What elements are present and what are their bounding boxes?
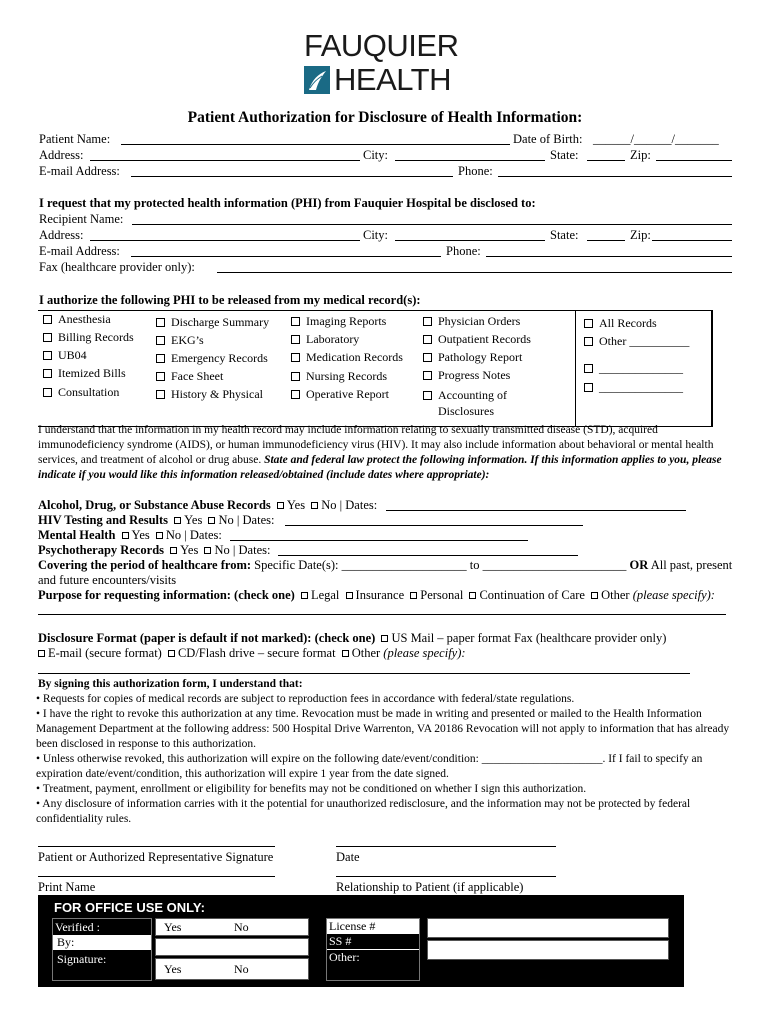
signature-label: Patient or Authorized Representative Signature — [38, 850, 274, 864]
date-label: Date — [336, 850, 360, 864]
bullet-treatment: • Treatment, payment, enrollment or eligibility for benefits may not be conditioned on whether I sign this authorization. — [36, 783, 587, 795]
record-itemized-bills[interactable]: Itemized Bills — [43, 366, 126, 381]
bullet-expire: • Unless otherwise revoked, this authorization will expire on the following date/event/condition: _____________________. If I fail to specify an expiration date/event/condition, this authorization will expire 1 year from the date signed. — [36, 753, 703, 780]
patient-email-label: E-mail Address: — [39, 164, 120, 178]
record-other[interactable]: Other __________ — [584, 334, 689, 349]
recipient-name-field[interactable] — [132, 224, 732, 225]
request-heading: I request that my protected health information (PHI) from Fauquier Hospital be disclosed to: — [39, 196, 536, 210]
page-title: Patient Authorization for Disclosure of Health Information: — [187, 109, 583, 126]
patient-name-field[interactable] — [121, 144, 510, 145]
patient-city-label: City: — [363, 148, 389, 162]
checkbox-icon[interactable] — [43, 351, 52, 360]
patient-address-field[interactable] — [90, 160, 360, 161]
relationship-label: Relationship to Patient (if applicable) — [336, 880, 524, 894]
record-blank-2[interactable]: ______________ — [584, 380, 683, 395]
patient-zip-label: Zip: — [630, 148, 651, 162]
patient-state-field[interactable] — [587, 160, 625, 161]
patient-phone-label: Phone: — [458, 164, 493, 178]
signing-heading: By signing this authorization form, I understand that: — [38, 678, 303, 690]
record-imaging-reports[interactable]: Imaging Reports — [291, 314, 386, 329]
checkbox-icon[interactable] — [591, 592, 598, 599]
purpose-row: Purpose for requesting information: (check one) Legal Insurance Personal Continuation of Care Other (please specify): — [38, 588, 715, 602]
checkbox-icon[interactable] — [43, 333, 52, 342]
dob-label: Date of Birth: — [513, 132, 583, 146]
checkbox-icon[interactable] — [170, 547, 177, 554]
recipient-state-field[interactable] — [587, 240, 625, 241]
office-use-box — [38, 895, 684, 987]
format-row: Disclosure Format (paper is default if not marked): (check one) US Mail – paper format Fax (healthcare provider only) — [38, 631, 667, 645]
ss-label: SS # — [329, 934, 352, 948]
logo-text-top: FAUQUIER — [304, 28, 459, 63]
record-discharge-summary[interactable]: Discharge Summary — [156, 315, 269, 330]
alcohol-dates-field[interactable] — [386, 510, 686, 511]
record-accounting-disclosures[interactable]: Accounting of — [423, 388, 507, 403]
ss-cell[interactable] — [427, 940, 669, 960]
record-face-sheet[interactable]: Face Sheet — [156, 369, 223, 384]
patient-address-label: Address: — [39, 148, 84, 162]
record-accounting-disclosures-line2: Disclosures — [438, 404, 494, 418]
record-nursing-records[interactable]: Nursing Records — [291, 369, 387, 384]
sensitive-row-mental-health: Mental Health Yes No | Dates: — [38, 528, 222, 542]
relationship-field[interactable] — [336, 876, 556, 877]
recipient-fax-label: Fax (healthcare provider only): — [39, 260, 195, 274]
recipient-fax-field[interactable] — [217, 272, 732, 273]
period-row: Covering the period of healthcare from: Specific Date(s): ____________________ to _______________________ OR All past, present — [38, 558, 733, 572]
recipient-address-field[interactable] — [90, 240, 360, 241]
logo-text-bottom: HEALTH — [334, 62, 452, 97]
checkbox-icon[interactable] — [156, 390, 165, 399]
record-blank-1[interactable]: ______________ — [584, 361, 683, 376]
sensitive-row-alcohol: Alcohol, Drug, or Substance Abuse Records Yes No | Dates: — [38, 498, 378, 512]
checkbox-icon[interactable] — [291, 335, 300, 344]
checkbox-icon[interactable] — [423, 371, 432, 380]
patient-zip-field[interactable] — [656, 160, 732, 161]
recipient-address-label: Address: — [39, 228, 84, 242]
signature-options-cell[interactable] — [155, 958, 309, 980]
checkbox-icon[interactable] — [156, 318, 165, 327]
record-laboratory[interactable]: Laboratory — [291, 332, 359, 347]
checkbox-icon[interactable] — [381, 635, 388, 642]
checkbox-icon[interactable] — [342, 650, 349, 657]
signature-office-label: Signature: — [57, 952, 107, 966]
patient-state-label: State: — [550, 148, 579, 162]
record-anesthesia[interactable]: Anesthesia — [43, 312, 111, 327]
record-outpatient-records[interactable]: Outpatient Records — [423, 332, 531, 347]
checkbox-icon[interactable] — [156, 372, 165, 381]
checkbox-icon[interactable] — [38, 650, 45, 657]
checkbox-icon[interactable] — [584, 319, 593, 328]
by-cell[interactable] — [155, 938, 309, 956]
bullet-redisclosure: • Any disclosure of information carries with it the potential for unauthorized redisclosure, and the information may not be protected by federal confidentiality rules. — [36, 798, 691, 825]
print-name-label: Print Name — [38, 880, 96, 894]
verified-options-cell[interactable] — [155, 918, 309, 936]
checkbox-icon[interactable] — [277, 502, 284, 509]
checkbox-icon[interactable] — [291, 372, 300, 381]
psychotherapy-dates-field[interactable] — [278, 555, 578, 556]
license-cell[interactable] — [427, 918, 669, 938]
checkbox-icon[interactable] — [423, 317, 432, 326]
recipient-zip-label: Zip: — [630, 228, 651, 242]
period-to-field[interactable]: _______________________ — [482, 558, 627, 572]
signature-no[interactable]: No — [234, 962, 249, 976]
logo-leaf-icon — [304, 66, 330, 94]
authorize-heading: I authorize the following PHI to be released from my medical record(s): — [39, 293, 421, 307]
checkbox-icon[interactable] — [584, 337, 593, 346]
checkbox-icon[interactable] — [156, 354, 165, 363]
license-label: License # — [329, 919, 376, 933]
record-physician-orders[interactable]: Physician Orders — [423, 314, 520, 329]
record-pathology-report[interactable]: Pathology Report — [423, 350, 522, 365]
signature-yes[interactable]: Yes — [164, 962, 182, 976]
checkbox-icon[interactable] — [346, 592, 353, 599]
other-label: Other: — [329, 950, 360, 964]
patient-city-field[interactable] — [395, 160, 545, 161]
sensitive-row-hiv: HIV Testing and Results Yes No | Dates: — [38, 513, 275, 527]
recipient-zip-field[interactable] — [652, 240, 732, 241]
mental-health-dates-field[interactable] — [230, 540, 528, 541]
print-name-field[interactable] — [38, 876, 275, 877]
signing-bullets — [36, 692, 730, 827]
record-billing-records[interactable]: Billing Records — [43, 330, 134, 345]
recipient-email-field[interactable] — [131, 256, 441, 257]
checkbox-icon[interactable] — [410, 592, 417, 599]
checkbox-icon[interactable] — [43, 369, 52, 378]
logo — [300, 28, 475, 98]
checkbox-icon[interactable] — [291, 390, 300, 399]
checkbox-icon[interactable] — [156, 532, 163, 539]
verified-yes[interactable]: Yes — [164, 920, 182, 934]
checkbox-icon[interactable] — [469, 592, 476, 599]
record-consultation[interactable]: Consultation — [43, 385, 119, 400]
checkbox-icon[interactable] — [301, 592, 308, 599]
checkbox-icon[interactable] — [584, 364, 593, 373]
recipient-state-label: State: — [550, 228, 579, 242]
checkbox-icon[interactable] — [43, 388, 52, 397]
record-operative-report[interactable]: Operative Report — [291, 387, 389, 402]
patient-phone-field[interactable] — [498, 176, 732, 177]
signature-field[interactable] — [38, 846, 275, 847]
patient-email-field[interactable] — [131, 176, 453, 177]
checkbox-icon[interactable] — [423, 391, 432, 400]
verified-no[interactable]: No — [234, 920, 249, 934]
checkbox-icon[interactable] — [423, 335, 432, 344]
checkbox-icon[interactable] — [291, 317, 300, 326]
office-id-box — [326, 918, 420, 981]
record-history-physical[interactable]: History & Physical — [156, 387, 263, 402]
purpose-other-field[interactable] — [38, 614, 726, 615]
recipient-phone-field[interactable] — [486, 256, 732, 257]
format-other-field[interactable] — [38, 673, 690, 674]
recipient-city-label: City: — [363, 228, 389, 242]
verified-label: Verified : — [55, 920, 100, 934]
recipient-name-label: Recipient Name: — [39, 212, 124, 226]
record-all-records[interactable]: All Records — [584, 316, 657, 331]
record-ub04[interactable]: UB04 — [43, 348, 87, 363]
checkbox-icon[interactable] — [423, 353, 432, 362]
hiv-dates-field[interactable] — [285, 525, 583, 526]
office-labels-box — [52, 918, 152, 981]
checkbox-icon[interactable] — [43, 315, 52, 324]
dob-field[interactable]: ______/______/_______ — [593, 132, 719, 146]
understand-paragraph: I understand that the information in my health record may include information relating to sexually transmitted disease (STD), acquired immunodeficiency syndrome (AIDS), or human immunodeficiency virus (HIV). It may also include information about behavioral or mental health services, and treatment of alcohol or drug abuse. State and federal law protect the following information. If this information applies to you, please indicate if you would like this information released/obtained (include dates where appropriate): — [38, 424, 722, 481]
checkbox-icon[interactable] — [156, 336, 165, 345]
checkbox-icon[interactable] — [174, 517, 181, 524]
recipient-city-field[interactable] — [395, 240, 545, 241]
checkbox-icon[interactable] — [291, 353, 300, 362]
patient-name-label: Patient Name: — [39, 132, 111, 146]
period-from-field[interactable]: ____________________ — [341, 558, 467, 572]
record-medication-records[interactable]: Medication Records — [291, 350, 403, 365]
format-row-2: E-mail (secure format) CD/Flash drive – secure format Other (please specify): — [38, 645, 466, 661]
recipient-email-label: E-mail Address: — [39, 244, 120, 258]
checkbox-icon[interactable] — [122, 532, 129, 539]
bullet-revoke: • I have the right to revoke this authorization at any time. Revocation must be made in writing and presented or mailed to the Health Information Management Department at the following address: 500 Hospital Drive Warrenton, VA 20186 Revocation will not apply to information that has already been disclosed in response to this authorization. — [36, 708, 730, 750]
record-ekg[interactable]: EKG’s — [156, 333, 204, 348]
bullet-fees: • Requests for copies of medical records are subject to reproduction fees in accordance with federal/state regulations. — [36, 693, 575, 705]
record-progress-notes[interactable]: Progress Notes — [423, 368, 510, 383]
date-field[interactable] — [336, 846, 556, 847]
checkbox-icon[interactable] — [204, 547, 211, 554]
checkbox-icon[interactable] — [208, 517, 215, 524]
checkbox-icon[interactable] — [584, 383, 593, 392]
checkbox-icon[interactable] — [168, 650, 175, 657]
checkbox-icon[interactable] — [311, 502, 318, 509]
sensitive-row-psychotherapy: Psychotherapy Records Yes No | Dates: — [38, 543, 271, 557]
recipient-phone-label: Phone: — [446, 244, 481, 258]
office-heading: FOR OFFICE USE ONLY: — [54, 900, 205, 915]
period-row-2: and future encounters/visits — [38, 573, 177, 587]
record-emergency-records[interactable]: Emergency Records — [156, 351, 268, 366]
by-label: By: — [57, 935, 75, 949]
